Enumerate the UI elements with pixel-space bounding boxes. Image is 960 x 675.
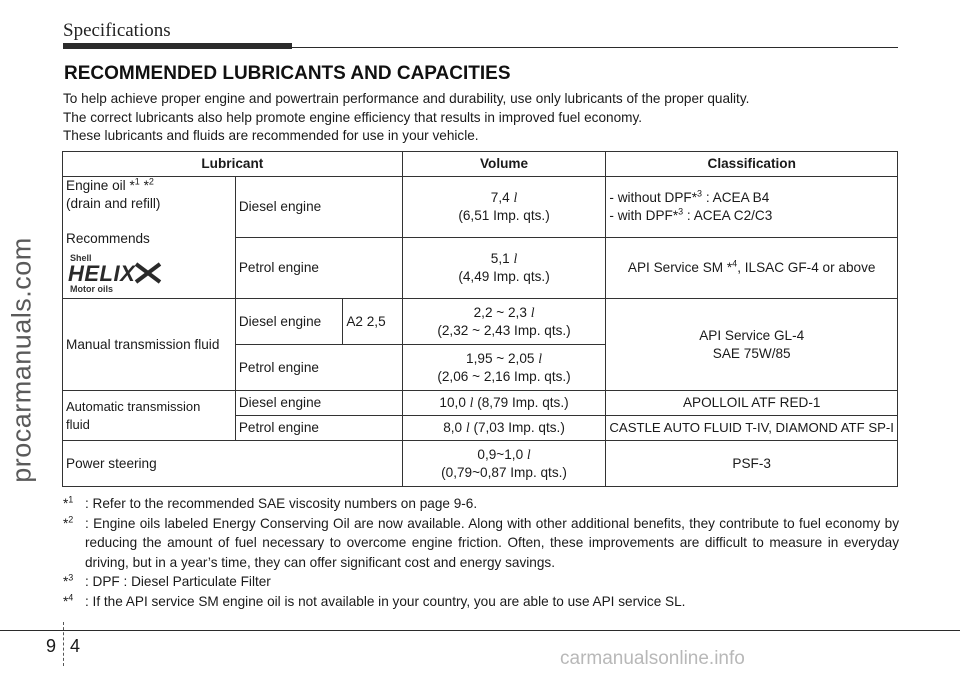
svg-text:Shell: Shell xyxy=(70,253,92,263)
header-bar-thick xyxy=(63,43,292,49)
page-chapter: 9 xyxy=(46,636,57,656)
footnote-4: *$^4$ : If the API service SM engine oil is not available in your country, you are able to use API service SL. xyxy=(63,591,686,609)
automatic-diesel-classification: APOLLOIL ATF RED-1 xyxy=(606,391,898,416)
engine-oil-label: Engine oil *$^1$ *$^2$ xyxy=(66,176,154,193)
engine-oil-subtitle: (drain and refill) xyxy=(66,196,161,211)
automatic-diesel-volume: 10,0 l (8,79 Imp. qts.) xyxy=(402,391,606,416)
engine-oil-petrol-type: Petrol engine xyxy=(235,238,402,299)
section-title: RECOMMENDED LUBRICANTS AND CAPACITIES xyxy=(64,63,511,84)
manual-diesel-model: A2 2,5 xyxy=(343,299,402,345)
footer-divider xyxy=(63,622,64,666)
engine-oil-label-cell xyxy=(63,177,236,299)
side-watermark xyxy=(2,150,42,570)
automatic-petrol-volume: 8,0 l (7,03 Imp. qts.) xyxy=(402,416,606,441)
table-row xyxy=(63,177,898,238)
power-steering-classification: PSF-3 xyxy=(606,441,898,487)
footer-line xyxy=(0,630,960,631)
manual-transmission-label: Manual transmission fluid xyxy=(63,299,236,391)
footnote-3: *$^3$ : DPF : Diesel Particulate Filter xyxy=(63,572,271,589)
footnote-2: *$^2$ : Engine oils labeled Energy Conserving Oil are now available. Along with other additional benefits, they contribute to fuel economy by reducing the amount of fuel necessary to overcome engine friction. Often, these improvements are difficult to measure in everyday driving, but in a year’s time, they can offer significant cost and energy savings. xyxy=(63,513,899,570)
footnotes xyxy=(63,494,899,611)
automatic-petrol-type: Petrol engine xyxy=(235,416,402,441)
header-classification: Classification xyxy=(606,152,898,177)
header-volume: Volume xyxy=(402,152,606,177)
manual-petrol-volume: 1,95 ~ 2,05 l (2,06 ~ 2,16 Imp. qts.) xyxy=(402,345,606,391)
lubricants-table xyxy=(62,151,898,487)
recommends-label: Recommends xyxy=(66,231,150,246)
engine-oil-diesel-volume: 7,4 l (6,51 Imp. qts.) xyxy=(402,177,606,238)
manual-diesel-type: Diesel engine xyxy=(235,299,343,345)
power-steering-volume: 0,9~1,0 l (0,79~0,87 Imp. qts.) xyxy=(402,441,606,487)
shell-helix-logo-icon xyxy=(66,252,166,294)
intro-line: To help achieve proper engine and powertrain performance and durability, use only lubricants of the proper quality. xyxy=(63,91,750,106)
power-steering-label: Power steering xyxy=(63,441,403,487)
table-header-row xyxy=(63,152,898,177)
engine-oil-diesel-classification: - without DPF*$^3$ : ACEA B4 - with DPF*$^3$ : ACEA C2/C3 xyxy=(606,177,898,238)
header-lubricant: Lubricant xyxy=(63,152,403,177)
svg-text:Motor oils: Motor oils xyxy=(70,284,113,294)
header-bar-thin xyxy=(292,47,898,48)
header-title: Specifications xyxy=(63,20,171,41)
table-row xyxy=(63,299,898,345)
automatic-petrol-classification: CASTLE AUTO FLUID T-IV, DIAMOND ATF SP-I xyxy=(606,416,898,441)
intro-line: These lubricants and fluids are recommended for use in your vehicle. xyxy=(63,128,479,143)
automatic-diesel-type: Diesel engine xyxy=(235,391,402,416)
manual-petrol-type: Petrol engine xyxy=(235,345,402,391)
automatic-transmission-label: Automatic transmission fluid xyxy=(63,391,236,441)
manual-diesel-volume: 2,2 ~ 2,3 l (2,32 ~ 2,43 Imp. qts.) xyxy=(402,299,606,345)
side-watermark-text: procarmanuals.com xyxy=(6,237,37,483)
engine-oil-petrol-classification: API Service SM *$^4$, ILSAC GF-4 or above xyxy=(606,238,898,299)
shell-helix-logo xyxy=(66,252,232,294)
table-row xyxy=(63,441,898,487)
bottom-watermark: carmanualsonline.info xyxy=(560,648,745,669)
manual-transmission-classification: API Service GL-4 SAE 75W/85 xyxy=(606,299,898,391)
table-row xyxy=(63,391,898,416)
engine-oil-diesel-type: Diesel engine xyxy=(235,177,402,238)
intro-line: The correct lubricants also help promote engine efficiency that results in improved fuel economy. xyxy=(63,109,643,125)
engine-oil-petrol-volume: 5,1 l (4,49 Imp. qts.) xyxy=(402,238,606,299)
intro-paragraph xyxy=(63,90,903,146)
page-number: 4 xyxy=(70,636,81,656)
footnote-1: *$^1$ : Refer to the recommended SAE viscosity numbers on page 9-6. xyxy=(63,494,478,511)
svg-text:HELIX: HELIX xyxy=(68,261,136,286)
